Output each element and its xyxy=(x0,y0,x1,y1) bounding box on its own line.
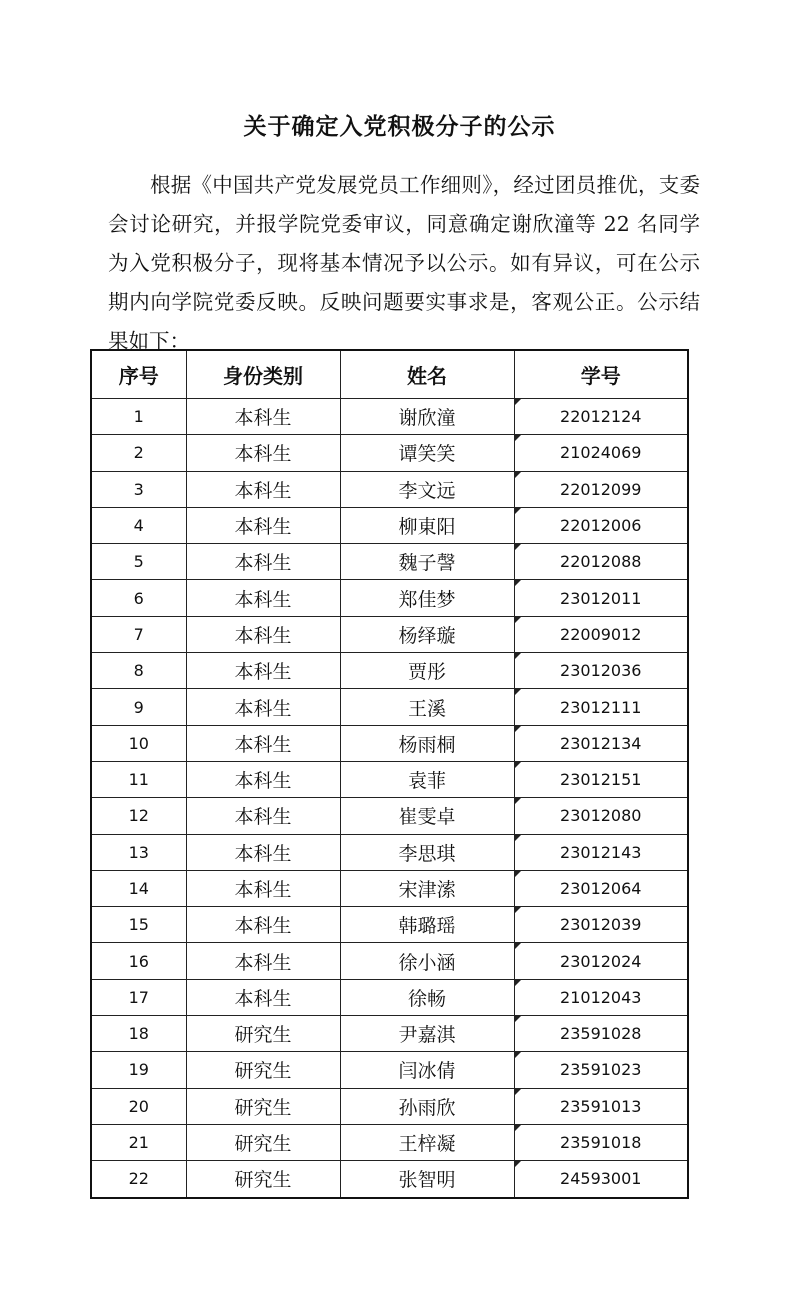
table-row xyxy=(91,653,688,689)
table-row xyxy=(91,689,688,725)
cell-number: 4 xyxy=(91,507,186,543)
table-row xyxy=(91,399,688,435)
header-number: 序号 xyxy=(91,350,186,399)
cell-category: 研究生 xyxy=(186,1088,340,1124)
cell-category: 本科生 xyxy=(186,616,340,652)
cell-number: 16 xyxy=(91,943,186,979)
cell-category: 本科生 xyxy=(186,725,340,761)
cell-number: 11 xyxy=(91,761,186,797)
cell-number: 2 xyxy=(91,435,186,471)
table-row xyxy=(91,544,688,580)
cell-student-id: 23012080 xyxy=(514,798,688,834)
roster-table xyxy=(90,349,689,1199)
cell-number: 13 xyxy=(91,834,186,870)
table-row xyxy=(91,471,688,507)
cell-category: 研究生 xyxy=(186,1052,340,1088)
cell-name: 韩璐瑶 xyxy=(340,907,514,943)
cell-number: 3 xyxy=(91,471,186,507)
cell-name: 杨绎璇 xyxy=(340,616,514,652)
cell-name: 张智明 xyxy=(340,1161,514,1198)
cell-category: 本科生 xyxy=(186,507,340,543)
header-category: 身份类别 xyxy=(186,350,340,399)
cell-number: 17 xyxy=(91,979,186,1015)
cell-student-id: 22012006 xyxy=(514,507,688,543)
cell-category: 本科生 xyxy=(186,399,340,435)
announcement-paragraph: 根据《中国共产党发展党员工作细则》，经过团员推优，支委会讨论研究，并报学院党委审议，同意确定谢欣潼等 22 名同学为入党积极分子，现将基本情况予以公示。如有异议，可在公示期内向学院党委反映。反映问题要实事求是，客观公正。公示结果如下： xyxy=(108,173,700,353)
cell-number: 12 xyxy=(91,798,186,834)
cell-number: 9 xyxy=(91,689,186,725)
cell-name: 崔雯卓 xyxy=(340,798,514,834)
cell-student-id: 23012039 xyxy=(514,907,688,943)
table-row xyxy=(91,798,688,834)
cell-student-id: 23012011 xyxy=(514,580,688,616)
cell-student-id: 23012134 xyxy=(514,725,688,761)
cell-name: 魏子謦 xyxy=(340,544,514,580)
cell-student-id: 24593001 xyxy=(514,1161,688,1198)
cell-category: 本科生 xyxy=(186,979,340,1015)
cell-name: 李思琪 xyxy=(340,834,514,870)
cell-number: 10 xyxy=(91,725,186,761)
table-row xyxy=(91,1161,688,1198)
cell-category: 本科生 xyxy=(186,580,340,616)
cell-number: 14 xyxy=(91,870,186,906)
cell-name: 孙雨欣 xyxy=(340,1088,514,1124)
cell-name: 闫冰倩 xyxy=(340,1052,514,1088)
table-row xyxy=(91,1124,688,1160)
cell-category: 研究生 xyxy=(186,1161,340,1198)
cell-student-id: 23012024 xyxy=(514,943,688,979)
cell-category: 本科生 xyxy=(186,907,340,943)
cell-category: 本科生 xyxy=(186,943,340,979)
table-row xyxy=(91,1088,688,1124)
cell-number: 1 xyxy=(91,399,186,435)
table-row xyxy=(91,761,688,797)
cell-number: 18 xyxy=(91,1016,186,1052)
cell-name: 王溪 xyxy=(340,689,514,725)
cell-category: 本科生 xyxy=(186,653,340,689)
cell-name: 尹嘉淇 xyxy=(340,1016,514,1052)
cell-category: 研究生 xyxy=(186,1016,340,1052)
cell-student-id: 22012124 xyxy=(514,399,688,435)
cell-number: 22 xyxy=(91,1161,186,1198)
cell-student-id: 23012151 xyxy=(514,761,688,797)
cell-name: 谭笑笑 xyxy=(340,435,514,471)
cell-name: 柳東阳 xyxy=(340,507,514,543)
table-row xyxy=(91,725,688,761)
cell-category: 研究生 xyxy=(186,1124,340,1160)
table-row xyxy=(91,580,688,616)
cell-number: 19 xyxy=(91,1052,186,1088)
cell-name: 贾彤 xyxy=(340,653,514,689)
table-row xyxy=(91,507,688,543)
table-row xyxy=(91,907,688,943)
table-row xyxy=(91,870,688,906)
cell-category: 本科生 xyxy=(186,798,340,834)
cell-category: 本科生 xyxy=(186,544,340,580)
cell-name: 李文远 xyxy=(340,471,514,507)
cell-student-id: 22012099 xyxy=(514,471,688,507)
cell-name: 徐小涵 xyxy=(340,943,514,979)
table-row xyxy=(91,1016,688,1052)
cell-name: 宋津溹 xyxy=(340,870,514,906)
cell-category: 本科生 xyxy=(186,870,340,906)
table-header xyxy=(91,350,688,399)
cell-student-id: 23012064 xyxy=(514,870,688,906)
cell-number: 7 xyxy=(91,616,186,652)
cell-student-id: 23591013 xyxy=(514,1088,688,1124)
table-row xyxy=(91,435,688,471)
cell-number: 8 xyxy=(91,653,186,689)
cell-student-id: 22012088 xyxy=(514,544,688,580)
header-name: 姓名 xyxy=(340,350,514,399)
cell-student-id: 23591023 xyxy=(514,1052,688,1088)
cell-student-id: 21024069 xyxy=(514,435,688,471)
cell-name: 袁菲 xyxy=(340,761,514,797)
cell-category: 本科生 xyxy=(186,435,340,471)
cell-number: 5 xyxy=(91,544,186,580)
table-row xyxy=(91,834,688,870)
cell-category: 本科生 xyxy=(186,471,340,507)
cell-student-id: 23012036 xyxy=(514,653,688,689)
cell-student-id: 23012143 xyxy=(514,834,688,870)
cell-category: 本科生 xyxy=(186,834,340,870)
cell-student-id: 23012111 xyxy=(514,689,688,725)
table-body xyxy=(91,399,688,1198)
table-row xyxy=(91,1052,688,1088)
cell-student-id: 23591028 xyxy=(514,1016,688,1052)
cell-name: 王梓凝 xyxy=(340,1124,514,1160)
document-title: 关于确定入党积极分子的公示 xyxy=(243,113,556,140)
cell-name: 杨雨桐 xyxy=(340,725,514,761)
cell-number: 6 xyxy=(91,580,186,616)
cell-category: 本科生 xyxy=(186,761,340,797)
cell-name: 徐畅 xyxy=(340,979,514,1015)
cell-student-id: 22009012 xyxy=(514,616,688,652)
cell-category: 本科生 xyxy=(186,689,340,725)
cell-number: 21 xyxy=(91,1124,186,1160)
header-student-id: 学号 xyxy=(514,350,688,399)
cell-name: 郑佳梦 xyxy=(340,580,514,616)
cell-student-id: 23591018 xyxy=(514,1124,688,1160)
cell-number: 20 xyxy=(91,1088,186,1124)
table-row xyxy=(91,979,688,1015)
table-row xyxy=(91,943,688,979)
table-row xyxy=(91,616,688,652)
cell-student-id: 21012043 xyxy=(514,979,688,1015)
cell-number: 15 xyxy=(91,907,186,943)
cell-name: 谢欣潼 xyxy=(340,399,514,435)
